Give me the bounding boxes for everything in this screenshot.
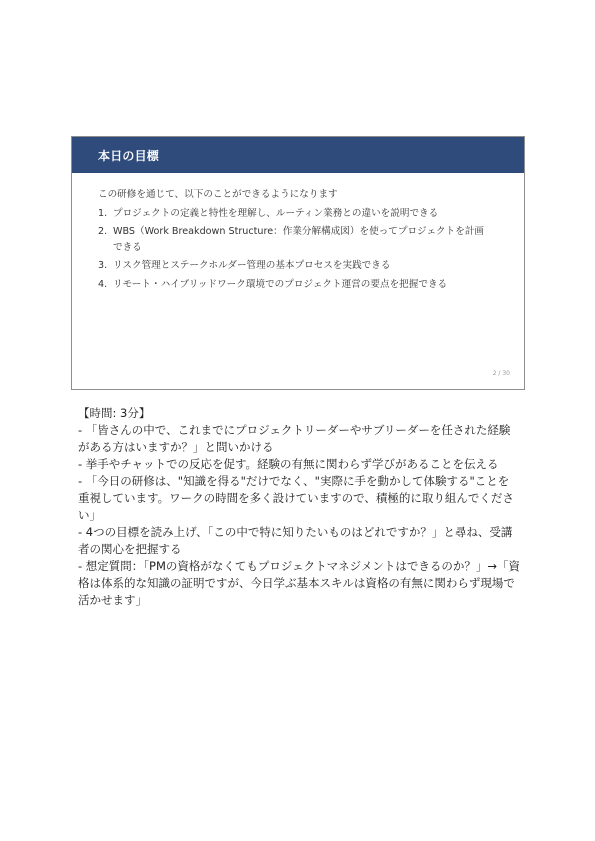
note-item: - 「皆さんの中で、これまでにプロジェクトリーダーやサブリーダーを任された経験がある方はいますか？」と問いかける [78,423,511,454]
goal-item [98,206,498,222]
note-item: - 挙手やチャットでの反応を促す。経験の有無に関わらず学びがあることを伝える [78,457,499,471]
goal-text: リモート・ハイブリッドワーク環境でのプロジェクト運営の要点を把握できる [113,278,448,290]
note-item: - 「今日の研修は、"知識を得る"だけでなく、"実際に手を動かして体験する"ことを重視しています。ワークの時間を多く設けていますので、積極的に取り組んでください」 [78,474,514,522]
goal-number: 4. [98,278,108,290]
goal-text: WBS（Work Breakdown Structure：作業分解構成図）を使ってプロジェクトを計画できる [113,226,485,253]
slide [71,136,525,390]
slide-body [72,173,524,292]
goal-number: 3. [98,260,108,271]
goal-list [98,206,498,293]
goal-text: リスク管理とステークホルダー管理の基本プロセスを実践できる [113,260,391,271]
speaker-notes [78,405,520,609]
note-item: - 想定質問：「PMの資格がなくてもプロジェクトマネジメントはできるのか？」→「資格は体系的な知識の証明ですが、今日学ぶ基本スキルは資格の有無に関わらず現場で活かせます」 [78,559,520,607]
goal-item [98,258,498,274]
goal-number: 1. [98,207,108,219]
page-number: 2 / 30 [492,370,510,377]
goal-number: 2. [98,226,108,237]
slide-intro: この研修を通じて、以下のことができるようになります [98,189,338,200]
note-item: - 4つの目標を読み上げ、「この中で特に知りたいものはどれですか？」と尋ね、受講者の関心を把握する [78,525,513,556]
slide-title: 本日の目標 [98,148,160,163]
notes-time: 【時間: 3分】 [78,406,151,420]
goal-text: プロジェクトの定義と特性を理解し、ルーティン業務との違いを説明できる [113,207,439,219]
goal-item [98,277,498,293]
slide-header [72,137,524,173]
goal-item [98,224,498,255]
